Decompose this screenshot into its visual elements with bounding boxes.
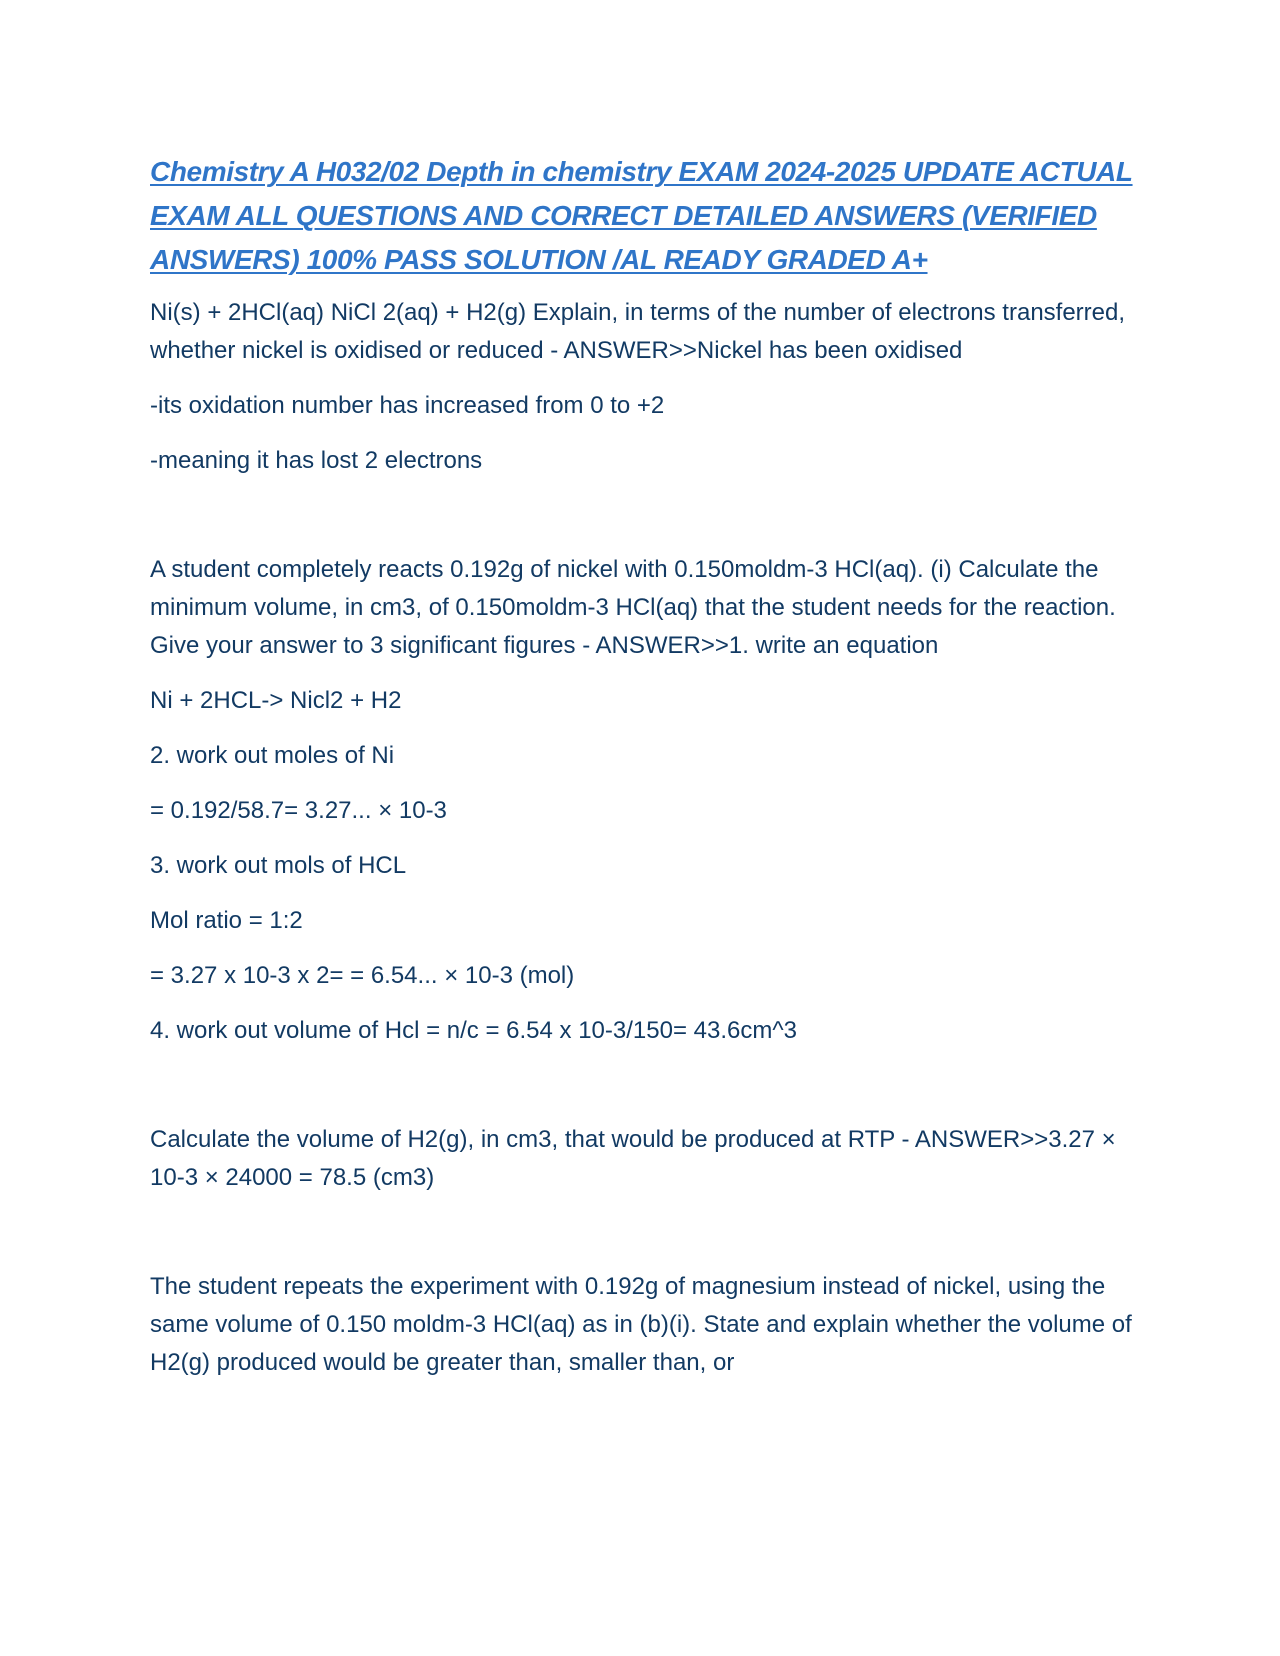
- spacer: [150, 497, 1140, 551]
- spacer: [150, 1214, 1140, 1268]
- question-2-text: A student completely reacts 0.192g of nickel with 0.150moldm-3 HCl(aq). (i) Calculate the minimum volume, in cm3, of 0.150moldm-3 HCl(aq) that the student needs for the reaction. Give your answer to 3 significant figures - ANSWER>>1. write an equation: [150, 556, 1116, 659]
- question-4-text: The student repeats the experiment with 0.192g of magnesium instead of nickel, using the same volume of 0.150 moldm-3 HCl(aq) as in (b)(i). State and explain whether the volume of H2(g) produced would be greater than, smaller than, or: [150, 1273, 1132, 1376]
- spacer: [150, 1067, 1140, 1121]
- question-3-text: Calculate the volume of H2(g), in cm3, that would be produced at RTP - ANSWER>>3.27 × 10-3 × 24000 = 78.5 (cm3): [150, 1126, 1116, 1191]
- step-line: Mol ratio = 1:2: [150, 907, 303, 934]
- question-1-text: Ni(s) + 2HCl(aq) NiCl 2(aq) + H2(g) Explain, in terms of the number of electrons transferred, whether nickel is oxidised or reduced - ANSWER>>Nickel has been oxidised: [150, 299, 1126, 364]
- step-line: 4. work out volume of Hcl = n/c = 6.54 x 10-3/150= 43.6cm^3: [150, 1017, 797, 1044]
- page-content: [150, 150, 1140, 1399]
- answer-1-line-1: -its oxidation number has increased from 0 to +2: [150, 392, 665, 419]
- step-line: 3. work out mols of HCL: [150, 852, 407, 879]
- document-title-link[interactable]: Chemistry A H032/02 Depth in chemistry EXAM 2024-2025 UPDATE ACTUAL EXAM ALL QUESTIONS AND CORRECT DETAILED ANSWERS (VERIFIED ANSWERS) 100% PASS SOLUTION /AL READY GRADED A+: [150, 156, 1133, 275]
- step-line: Ni + 2HCL-> Nicl2 + H2: [150, 687, 402, 714]
- answer-1-line-2: -meaning it has lost 2 electrons: [150, 447, 483, 474]
- step-line: = 0.192/58.7= 3.27... × 10-3: [150, 797, 447, 824]
- step-line: 2. work out moles of Ni: [150, 742, 395, 769]
- step-line: = 3.27 x 10-3 x 2= = 6.54... × 10-3 (mol): [150, 962, 575, 989]
